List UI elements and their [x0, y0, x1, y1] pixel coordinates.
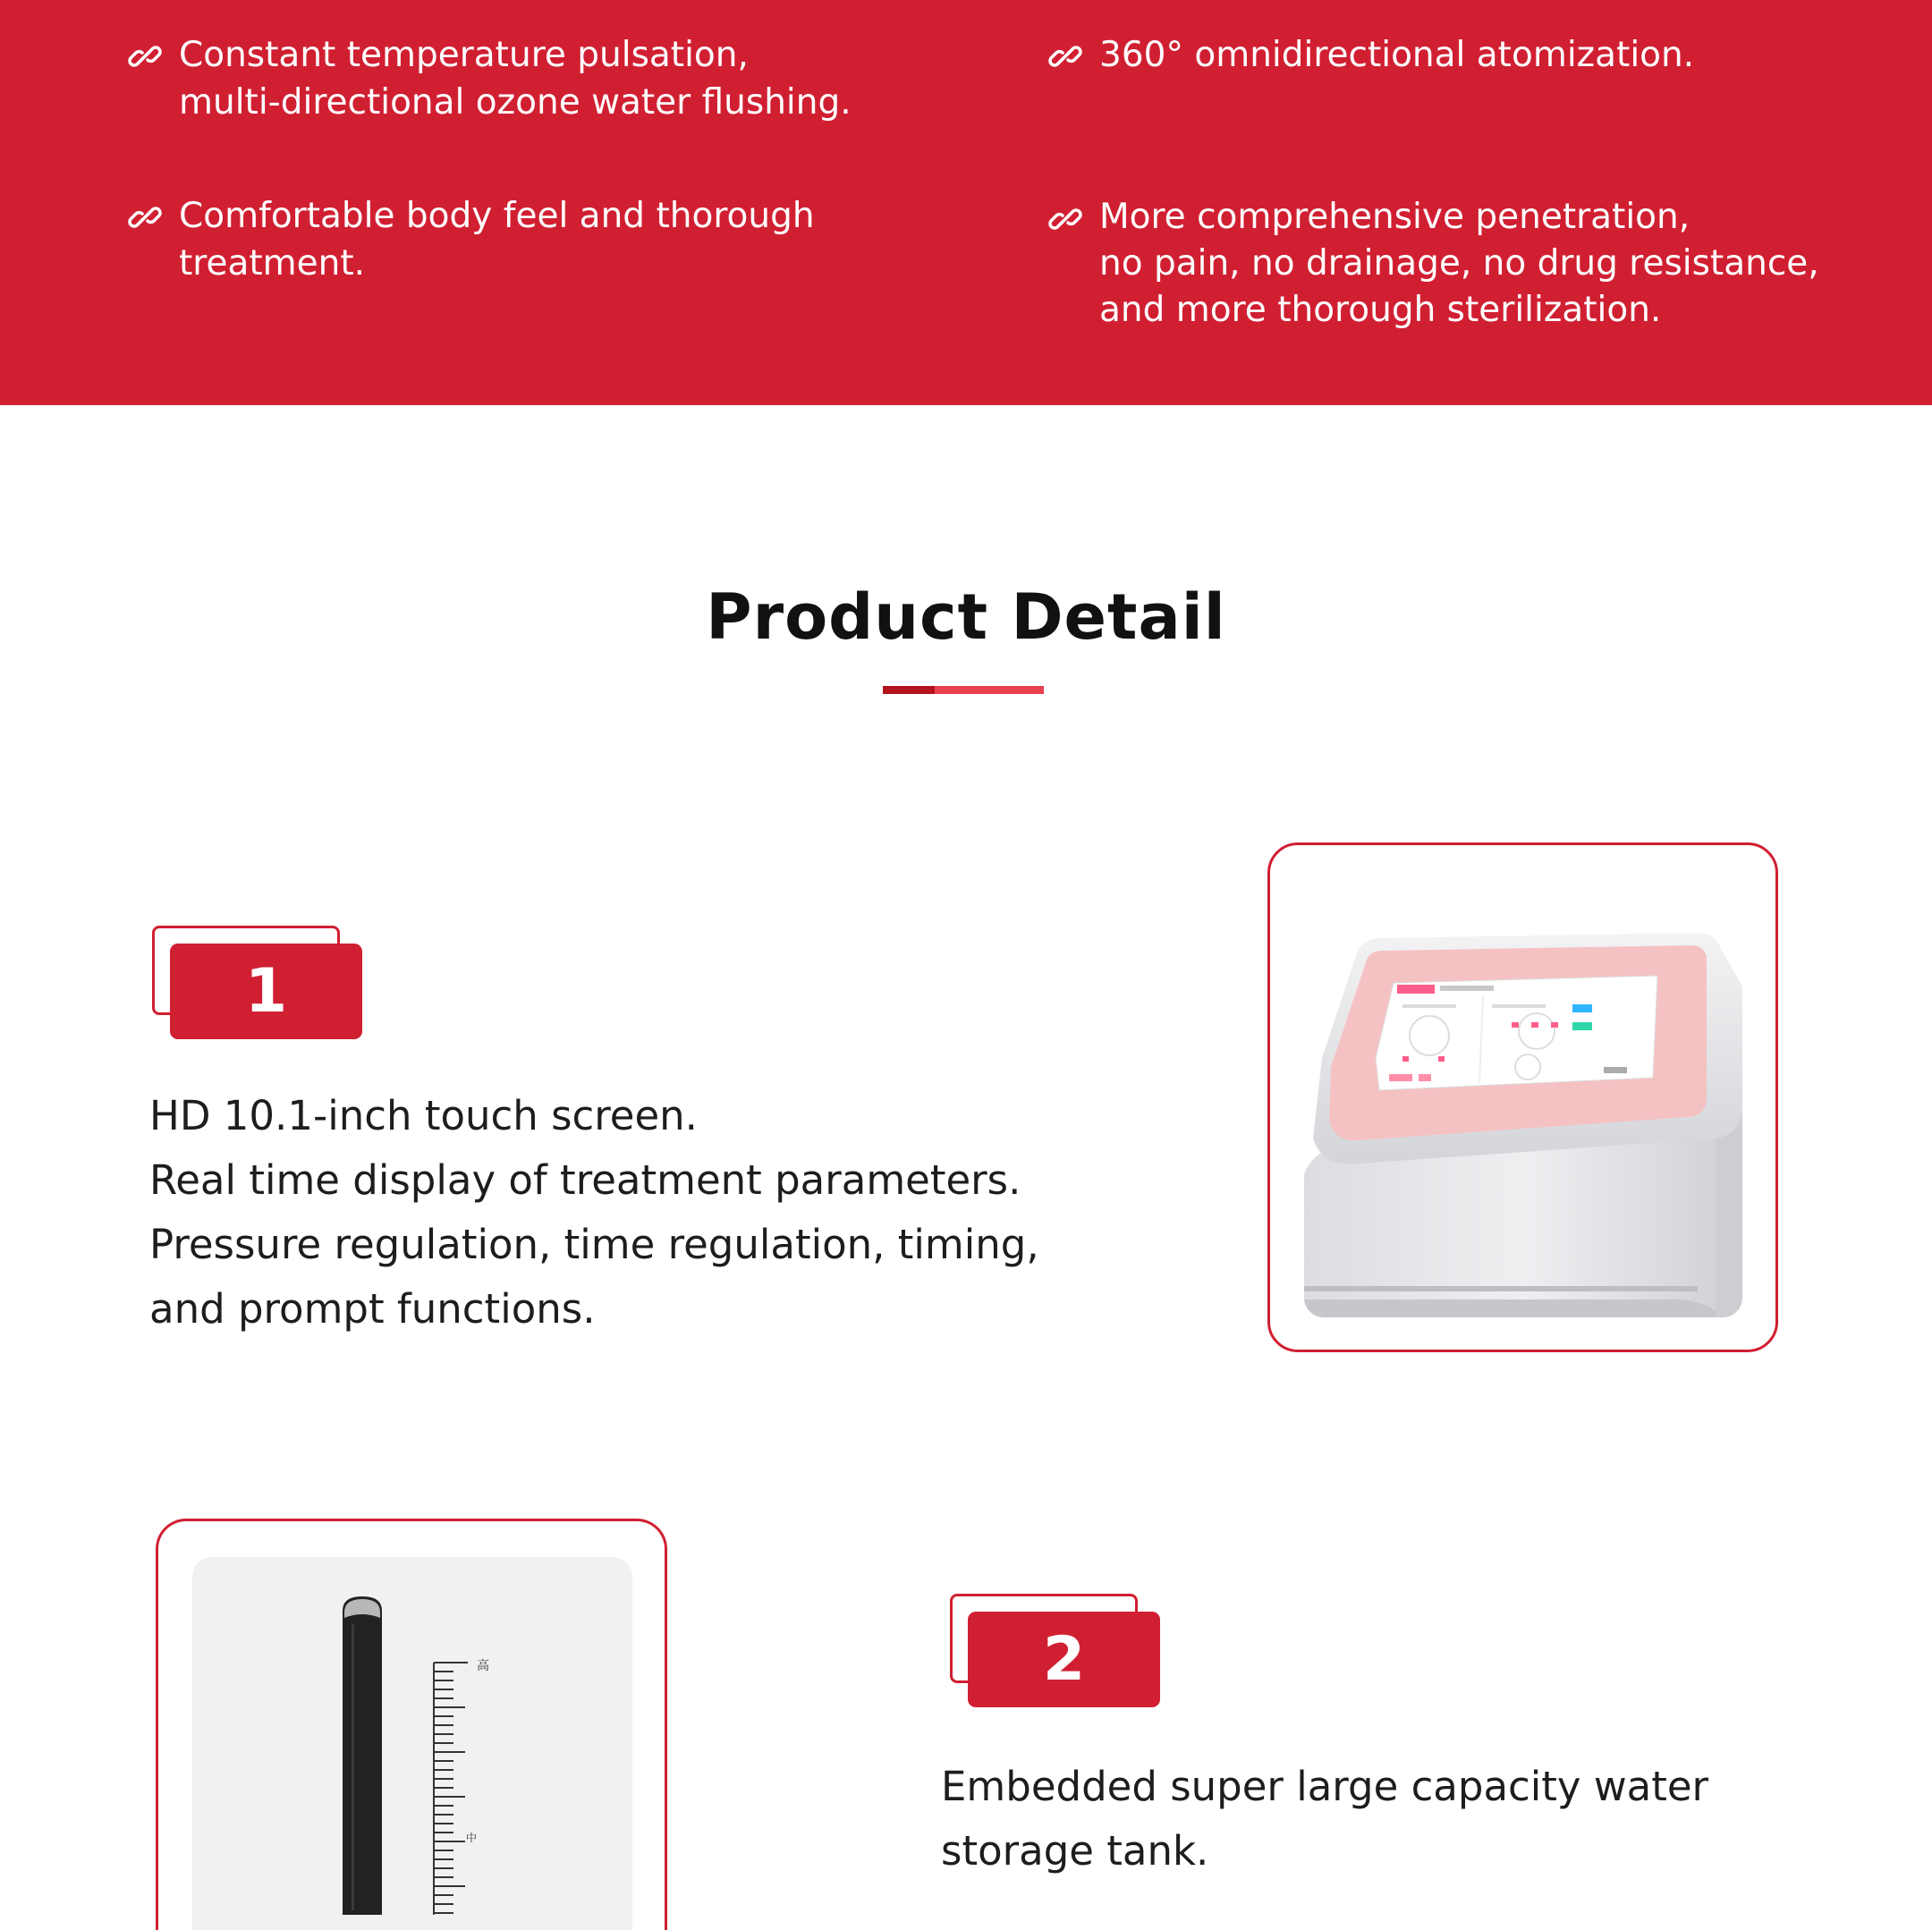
feature-item [1099, 31, 1694, 79]
feature-item [179, 31, 852, 126]
feature-text: Comfortable body feel and thorough [179, 196, 815, 236]
feature-item [1099, 194, 1819, 334]
feature-text: and more thorough sterilization. [1099, 290, 1662, 330]
features-banner [0, 0, 1932, 405]
touch-screen-device-illustration [1304, 879, 1742, 1317]
touch-screen-device-photo [1304, 879, 1742, 1317]
description-line: and prompt functions. [149, 1285, 596, 1333]
water-level-gauge-photo [192, 1557, 632, 1930]
description-line: Pressure regulation, time regulation, timing, [149, 1221, 1039, 1268]
description-line: Embedded super large capacity water [941, 1763, 1709, 1810]
link-icon [1047, 201, 1083, 237]
gauge-label-high: 高 [477, 1659, 489, 1673]
feature-text: treatment. [179, 243, 366, 284]
water-level-gauge-illustration [192, 1557, 632, 1915]
description-line: Real time display of treatment parameters. [149, 1156, 1021, 1204]
step-badge-1 [152, 926, 367, 1042]
step-number: 2 [968, 1612, 1160, 1707]
feature-text: Constant temperature pulsation, [179, 35, 749, 75]
image-frame-1 [1267, 842, 1778, 1352]
link-icon [127, 38, 163, 74]
link-icon [127, 199, 163, 235]
link-icon [1047, 38, 1083, 74]
title-underline [883, 686, 935, 694]
feature-text: multi-directional ozone water flushing. [179, 82, 852, 123]
step-badge-2 [950, 1594, 1165, 1710]
feature-text: no pain, no drainage, no drug resistance, [1099, 243, 1819, 284]
gauge-label-mid: 中 [466, 1832, 478, 1844]
image-frame-2 [156, 1519, 667, 1930]
description-line: HD 10.1-inch touch screen. [149, 1092, 698, 1139]
title-underline-accent [935, 686, 1044, 694]
feature-text: More comprehensive penetration, [1099, 197, 1690, 237]
feature-item [179, 192, 815, 287]
detail-description-2 [941, 1755, 1708, 1883]
section-title: Product Detail [706, 580, 1226, 654]
feature-text: 360° omnidirectional atomization. [1099, 35, 1695, 75]
step-number: 1 [170, 944, 362, 1039]
description-line: storage tank. [941, 1827, 1209, 1875]
detail-description-1 [149, 1084, 1039, 1342]
